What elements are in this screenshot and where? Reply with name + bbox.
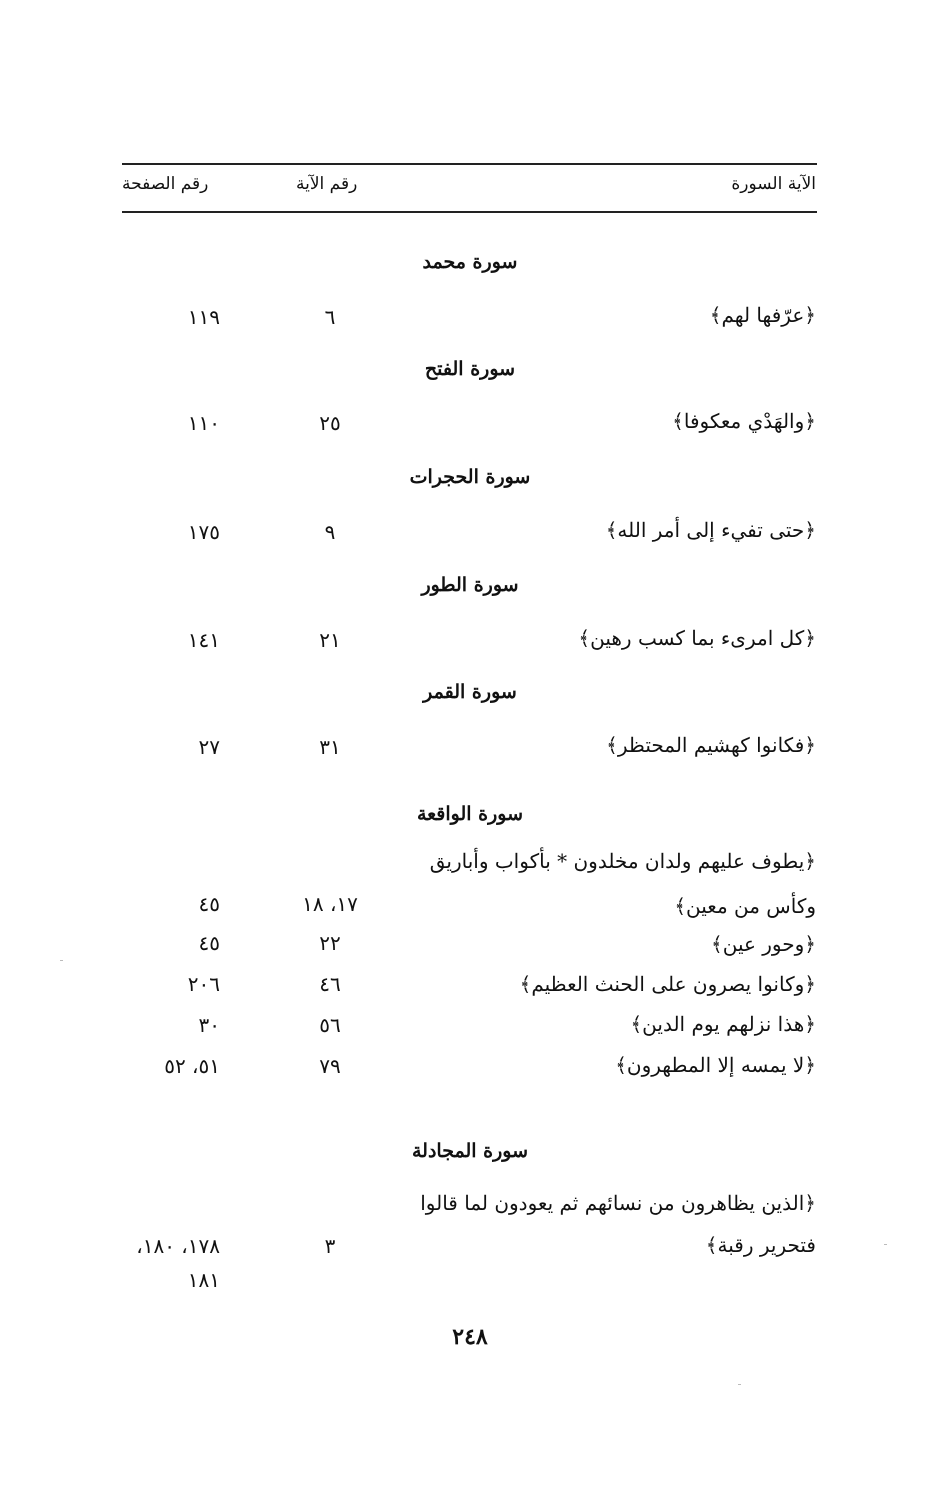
- page-number: ٥١، ٥٢: [164, 1054, 220, 1078]
- page-number: ١٧٨، ١٨٠،: [136, 1234, 220, 1258]
- ayah-number: ٣: [324, 1234, 336, 1258]
- surah-title: سورة الفتح: [424, 358, 516, 380]
- ayah-text: ﴿حتى تفيء إلى أمر الله﴾: [605, 518, 816, 542]
- ayah-number: ٢٢: [319, 931, 341, 955]
- ayah-number: ١٧، ١٨: [302, 892, 358, 916]
- surah-title: سورة محمد: [422, 251, 518, 273]
- ayah-text: ﴿فكانوا كهشيم المحتظر﴾: [606, 733, 816, 757]
- ayah-number: ٤٦: [319, 972, 341, 996]
- scan-speck: [60, 960, 63, 961]
- ayah-text: ﴿الذين يظاهرون من نسائهم ثم يعودون لما قالوا: [420, 1191, 816, 1215]
- ayah-text: فتحرير رقبة﴾: [705, 1233, 816, 1257]
- surah-title: سورة المجادلة: [411, 1140, 529, 1162]
- scan-speck: [884, 1244, 887, 1245]
- ayah-text: وكأس من معين﴾: [674, 894, 816, 918]
- page-number: ١١٩: [187, 305, 220, 329]
- ayah-number: ٥٦: [319, 1013, 341, 1037]
- page-number: ١٤١: [187, 628, 220, 652]
- ayah-text: ﴿وحور عين﴾: [711, 932, 816, 956]
- ayah-text: ﴿والهَدْي معكوفا﴾: [672, 409, 816, 433]
- ayah-text: ﴿هذا نزلهم يوم الدين﴾: [630, 1012, 816, 1036]
- page-number: ١٨١: [187, 1268, 220, 1292]
- header-page-number: رقم الصفحة: [122, 174, 209, 194]
- ayah-number: ٢١: [319, 628, 341, 652]
- ayah-text: ﴿لا يمسه إلا المطهرون﴾: [615, 1053, 816, 1077]
- ayah-number: ٩: [324, 520, 336, 544]
- surah-title: سورة الحجرات: [409, 466, 531, 488]
- ayah-text: ﴿كل امرىء بما كسب رهين﴾: [578, 626, 816, 650]
- header-ayah-surah: الآية السورة: [731, 174, 816, 194]
- ayah-number: ٢٥: [319, 411, 341, 435]
- surah-title: سورة الطور: [421, 574, 519, 596]
- ayah-text: ﴿عرّفها لهم﴾: [709, 303, 816, 327]
- surah-title: سورة الواقعة: [416, 803, 524, 825]
- page-number: ٢٧: [198, 735, 220, 759]
- ayah-number: ٣١: [319, 735, 341, 759]
- page-number: ٤٥: [198, 892, 220, 916]
- surah-title: سورة القمر: [423, 681, 517, 703]
- page-number: ٣٠: [198, 1013, 220, 1037]
- page-number: ١٧٥: [187, 520, 220, 544]
- ayah-number: ٦: [324, 305, 336, 329]
- header-bottom-rule: [122, 211, 817, 213]
- ayah-text: ﴿يطوف عليهم ولدان مخلدون * بأكواب وأباريق: [429, 849, 816, 873]
- page-folio: ٢٤٨: [452, 1324, 488, 1350]
- ayah-text: ﴿وكانوا يصرون على الحنث العظيم﴾: [519, 972, 816, 996]
- page-number: ٤٥: [198, 931, 220, 955]
- header-top-rule: [122, 163, 817, 165]
- ayah-number: ٧٩: [319, 1054, 341, 1078]
- scan-speck: [738, 1384, 741, 1385]
- header-ayah-number: رقم الآية: [296, 174, 358, 194]
- page-number: ١١٠: [187, 411, 220, 435]
- page-number: ٢٠٦: [187, 972, 220, 996]
